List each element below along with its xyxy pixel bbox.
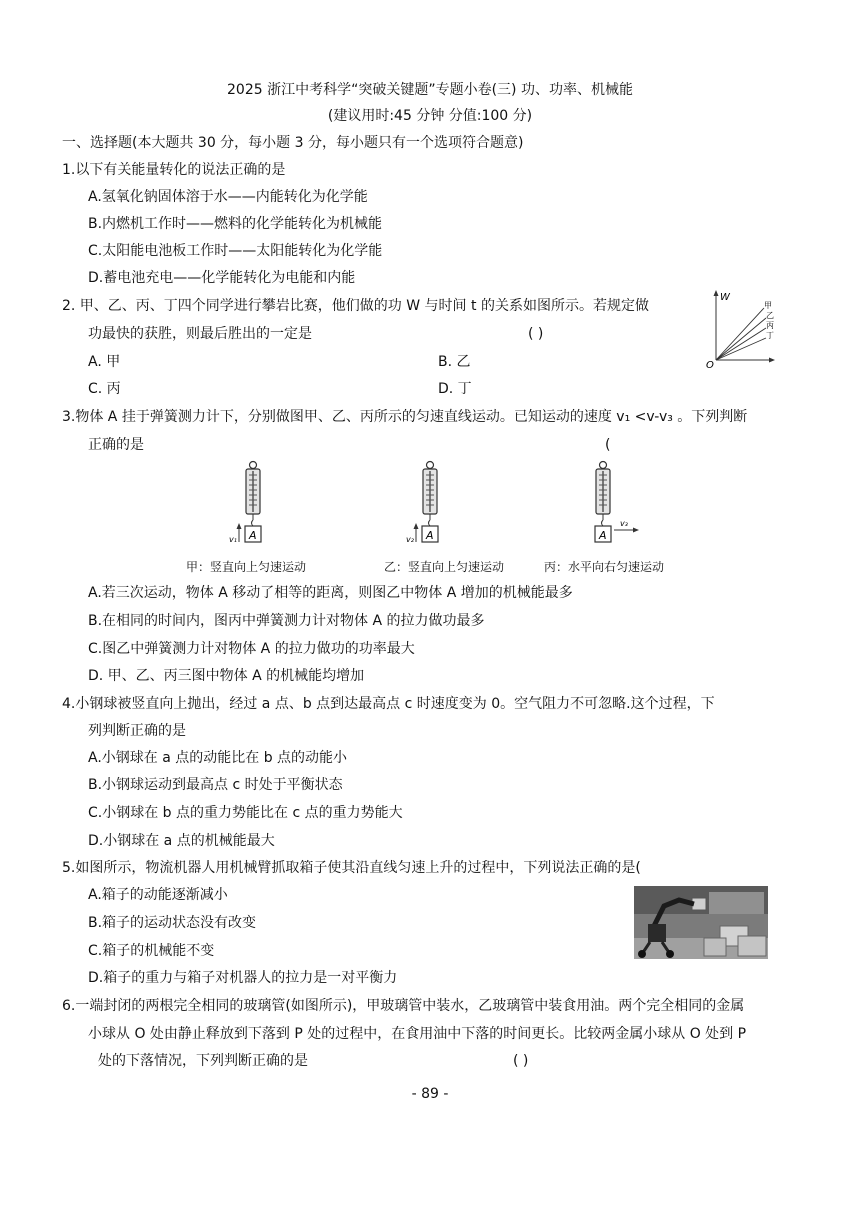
page-title: 2025 浙江中考科学“突破关键题”专题小卷(三) 功、功率、机械能 <box>227 82 633 98</box>
y-axis-label: W <box>720 292 730 303</box>
question-6-line3: 处的下落情况，下列判断正确的是 <box>98 1053 308 1069</box>
question-3-stem-line2: 正确的是 <box>88 437 144 453</box>
question-3-answer-paren: ( <box>605 437 611 453</box>
question-4-option-b: B.小钢球运动到最高点 c 时处于平衡状态 <box>88 777 343 793</box>
page-number: - 89 - <box>411 1086 449 1102</box>
question-2-stem-line2: 功最快的获胜，则最后胜出的一定是 <box>88 326 312 342</box>
block-label: A <box>249 529 257 542</box>
question-3-option-b: B.在相同的时间内，图丙中弹簧测力计对物体 A 的拉力做功最多 <box>88 613 485 629</box>
question-3-option-c: C.图乙中弹簧测力计对物体 A 的拉力做功的功率最大 <box>88 641 415 657</box>
page-subtitle: (建议用时:45 分钟 分值:100 分) <box>327 108 533 124</box>
question-6-line2: 小球从 O 处由静止释放到下落到 P 处的过程中，在食用油中下落的时间更长。比较两金属小球从 O 处到 P <box>88 1026 747 1042</box>
question-1-option-c: C.太阳能电池板工作时——太阳能转化为化学能 <box>88 243 383 259</box>
question-6-line1: 6.一端封闭的两根完全相同的玻璃管(如图所示)，甲玻璃管中装水，乙玻璃管中装食用油。两个完全相同的金属 <box>62 998 745 1014</box>
velocity-label: v₂ <box>406 535 414 544</box>
question-2-option-a: A. 甲 <box>88 354 121 370</box>
work-time-graph <box>700 288 780 370</box>
question-2-option-c: C. 丙 <box>88 381 121 397</box>
question-5-stem: 5.如图所示，物流机器人用机械臂抓取箱子使其沿直线匀速上升的过程中，下列说法正确的是( <box>62 860 641 876</box>
question-5-option-b: B.箱子的运动状态没有改变 <box>88 915 257 931</box>
question-3-stem-line1: 3.物体 A 挂于弹簧测力计下，分别做图甲、乙、丙所示的匀速直线运动。已知运动的速度 v₁ <v-v₃ 。下列判断 <box>62 409 748 425</box>
figure-yi-caption: 乙：竖直向上匀速运动 <box>384 560 505 574</box>
spring-scale-figure-bing <box>570 460 650 550</box>
velocity-label: v₁ <box>229 535 237 544</box>
question-3-option-a: A.若三次运动，物体 A 移动了相等的距离，则图乙中物体 A 增加的机械能最多 <box>88 585 573 601</box>
question-6-answer-paren: ( ) <box>513 1053 529 1069</box>
label-ding: 丁 <box>766 331 774 340</box>
question-5-option-d: D.箱子的重力与箱子对机器人的拉力是一对平衡力 <box>88 970 398 986</box>
question-5-option-a: A.箱子的动能逐渐减小 <box>88 887 228 903</box>
question-1-option-d: D.蓄电池充电——化学能转化为电能和内能 <box>88 270 356 286</box>
question-2-option-d: D. 丁 <box>438 381 472 397</box>
label-bing: 丙 <box>766 321 774 330</box>
question-3-option-d: D. 甲、乙、丙三图中物体 A 的机械能均增加 <box>88 668 365 684</box>
question-1-stem: 1.以下有关能量转化的说法正确的是 <box>62 162 286 178</box>
question-4-stem-line2: 列判断正确的是 <box>88 723 186 739</box>
velocity-label: v₃ <box>620 519 628 528</box>
line-yi <box>716 318 766 360</box>
question-4-option-c: C.小钢球在 b 点的重力势能比在 c 点的重力势能大 <box>88 805 403 821</box>
question-2-answer-paren: ( ) <box>528 326 544 342</box>
spring-scale-figure-yi <box>397 460 457 550</box>
block-label: A <box>426 529 434 542</box>
question-1-option-a: A.氢氧化钠固体溶于水——内能转化为化学能 <box>88 189 368 205</box>
question-4-option-a: A.小钢球在 a 点的动能比在 b 点的动能小 <box>88 750 348 766</box>
question-1-option-b: B.内燃机工作时——燃料的化学能转化为机械能 <box>88 216 383 232</box>
label-jia: 甲 <box>764 301 772 310</box>
question-2-stem-line1: 2. 甲、乙、丙、丁四个同学进行攀岩比赛，他们做的功 W 与时间 t 的关系如图所示。若规定做 <box>62 298 649 314</box>
origin-label: O <box>706 360 714 371</box>
figure-bing-caption: 丙：水平向右匀速运动 <box>544 560 665 574</box>
label-yi: 乙 <box>766 311 774 320</box>
question-5-option-c: C.箱子的机械能不变 <box>88 943 215 959</box>
question-4-stem-line1: 4.小钢球被竖直向上抛出，经过 a 点、b 点到达最高点 c 时速度变为 0。空气阻力不可忽略.这个过程，下 <box>62 696 715 712</box>
block-label: A <box>599 529 607 542</box>
question-4-option-d: D.小钢球在 a 点的机械能最大 <box>88 833 275 849</box>
question-2-option-b: B. 乙 <box>438 354 471 370</box>
line-ding <box>716 338 766 360</box>
figure-jia-caption: 甲：竖直向上匀速运动 <box>186 560 307 574</box>
section-heading: 一、选择题(本大题共 30 分，每小题 3 分，每小题只有一个选项符合题意) <box>62 135 524 151</box>
logistics-robot-photo <box>634 886 768 959</box>
spring-scale-figure-jia <box>220 460 280 550</box>
